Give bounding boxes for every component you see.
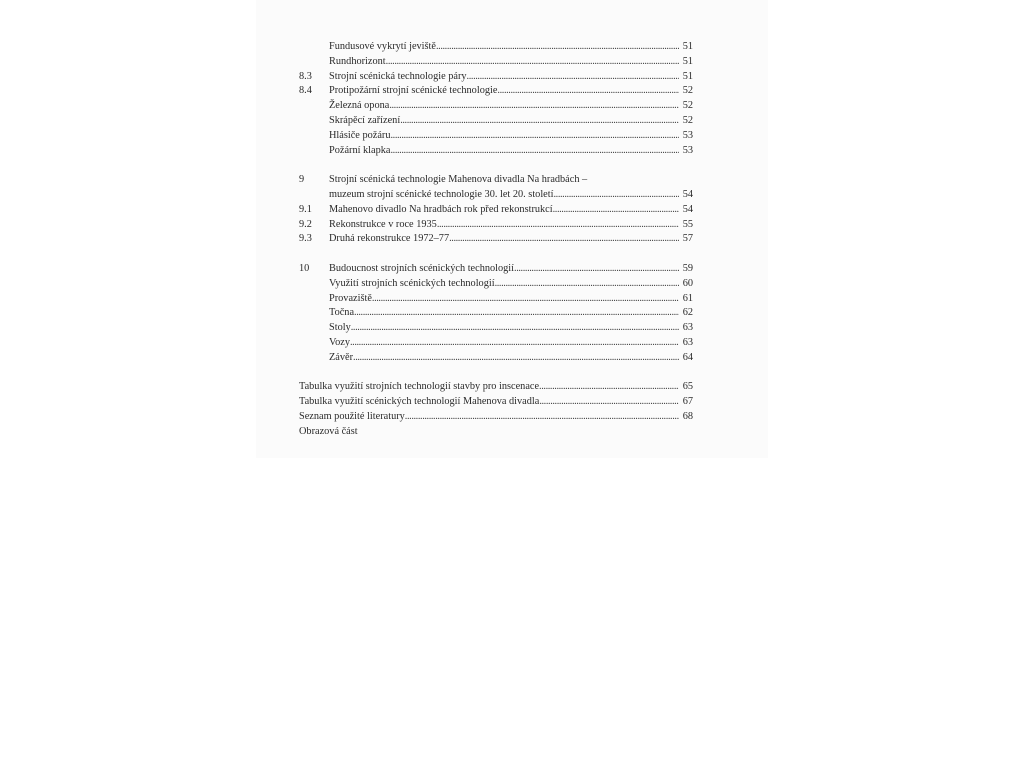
toc-entry-title: Využití strojních scénických technologií xyxy=(329,277,495,289)
toc-entry-number: 9 xyxy=(299,174,305,186)
toc-appendix-entry xyxy=(299,395,693,410)
dot-leader xyxy=(400,114,679,129)
dot-leader xyxy=(354,306,679,321)
dot-leader xyxy=(514,262,679,277)
toc-entry xyxy=(299,114,693,129)
toc-entry xyxy=(299,129,693,144)
toc-entry-page: 55 xyxy=(682,218,693,230)
toc-entry-title: Druhá rekonstrukce 1972–77 xyxy=(329,233,450,245)
toc-entry-page: 60 xyxy=(682,277,693,289)
toc-entry xyxy=(299,84,693,99)
toc-entry-page: 53 xyxy=(682,129,693,141)
dot-leader xyxy=(353,351,679,366)
toc-entry-title: Provaziště xyxy=(329,292,372,304)
toc-chapter-heading xyxy=(299,173,693,188)
toc-appendix-entry xyxy=(299,410,693,425)
dot-leader xyxy=(495,277,679,292)
toc-entry-title: Mahenovo divadlo Na hradbách rok před rekonstrukcí xyxy=(329,203,553,215)
toc-entry-title: Vozy xyxy=(329,336,350,348)
toc-entry xyxy=(299,55,693,70)
toc-entry-page: 61 xyxy=(682,292,693,304)
toc-entry-title: Protipožární strojní scénické technologie xyxy=(329,85,498,97)
toc-appendix-entry xyxy=(299,380,693,395)
toc-entry xyxy=(299,262,693,277)
toc-entry-page: 53 xyxy=(682,144,693,156)
dot-leader xyxy=(405,410,679,425)
toc-entry-number: 9.2 xyxy=(299,218,312,230)
toc-entry xyxy=(299,218,693,233)
toc-entry-title: Tabulka využití strojních technologií stavby pro inscenace xyxy=(299,381,540,393)
dot-leader xyxy=(350,336,679,351)
toc-entry-title-line1: Strojní scénická technologie Mahenova divadla Na hradbách – xyxy=(329,174,588,186)
toc-entry xyxy=(299,292,693,307)
toc-entry-page: 68 xyxy=(682,410,693,422)
toc-entry xyxy=(299,351,693,366)
dot-leader xyxy=(467,70,679,85)
toc-entry-page: 52 xyxy=(682,85,693,97)
dot-leader xyxy=(390,129,679,144)
toc-entry-number: 9.3 xyxy=(299,233,312,245)
toc-entry-page: 63 xyxy=(682,336,693,348)
toc-entry-page: 52 xyxy=(682,100,693,112)
toc-entry xyxy=(299,40,693,55)
toc-entry xyxy=(299,144,693,159)
toc-entry-title: Závěr xyxy=(329,351,354,363)
toc-entry-page: 65 xyxy=(682,381,693,393)
toc-entry xyxy=(299,306,693,321)
dot-leader xyxy=(437,218,679,233)
dot-leader xyxy=(539,395,679,410)
toc-entry-title: Tabulka využití scénických technologií Mahenova divadla xyxy=(299,396,540,408)
toc-entry-page: 51 xyxy=(682,55,693,67)
toc-entry xyxy=(299,277,693,292)
dot-leader xyxy=(372,292,679,307)
toc-entry-page: 67 xyxy=(682,396,693,408)
toc-entry-title: Skrápěcí zařízení xyxy=(329,114,401,126)
dot-leader xyxy=(497,84,679,99)
dot-leader xyxy=(390,144,679,159)
dot-leader xyxy=(351,321,679,336)
dot-leader xyxy=(389,99,679,114)
dot-leader xyxy=(449,232,679,247)
toc-entry-title: Rundhorizont xyxy=(329,55,386,67)
toc-entry-number: 8.4 xyxy=(299,85,312,97)
toc-entry-page: 63 xyxy=(682,322,693,334)
dot-leader xyxy=(436,40,679,55)
dot-leader xyxy=(539,380,679,395)
toc-entry-page: 51 xyxy=(682,41,693,52)
toc-entry-title: Obrazová část xyxy=(299,425,358,437)
dot-leader xyxy=(553,203,679,218)
toc-entry xyxy=(299,70,693,85)
toc-entry xyxy=(299,336,693,351)
toc-entry-title: Stoly xyxy=(329,322,351,334)
toc-entry-title: Budoucnost strojních scénických technologií xyxy=(329,262,515,274)
toc-entry-title: Požární klapka xyxy=(329,144,391,156)
toc-entry-title: Fundusové vykrytí jeviště xyxy=(329,41,436,52)
toc-entry-title: Strojní scénická technologie páry xyxy=(329,70,467,82)
toc-entry-title: Hlásiče požáru xyxy=(329,129,391,141)
section-spacer xyxy=(299,158,693,173)
toc-entry-page: 54 xyxy=(682,203,693,215)
section-spacer xyxy=(299,366,693,381)
toc-entry xyxy=(299,188,693,203)
toc-entry-page: 52 xyxy=(682,114,693,126)
toc-entry-number: 10 xyxy=(299,262,310,274)
toc-entry xyxy=(299,321,693,336)
dot-leader xyxy=(386,55,679,70)
toc-entry-title-line2: muzeum strojní scénické technologie 30. let 20. století xyxy=(329,188,554,200)
toc-entry xyxy=(299,203,693,218)
section-spacer xyxy=(299,247,693,262)
toc-entry-page: 54 xyxy=(682,188,693,200)
toc-entry-page: 64 xyxy=(682,351,693,363)
toc-entry xyxy=(299,99,693,114)
toc-entry xyxy=(299,232,693,247)
dot-leader xyxy=(553,188,679,203)
table-of-contents xyxy=(299,40,693,440)
toc-entry-title: Seznam použité literatury xyxy=(299,410,405,422)
toc-entry-page: 51 xyxy=(682,70,693,82)
toc-entry-number: 9.1 xyxy=(299,203,312,215)
toc-entry-number: 8.3 xyxy=(299,70,312,82)
toc-entry-title: Rekonstrukce v roce 1935 xyxy=(329,218,437,230)
toc-entry-page: 57 xyxy=(682,233,693,245)
toc-entry-title: Železná opona xyxy=(329,100,390,112)
toc-entry-page: 59 xyxy=(682,262,693,274)
toc-appendix-entry xyxy=(299,425,693,440)
toc-entry-title: Točna xyxy=(329,307,355,319)
toc-entry-page: 62 xyxy=(682,307,693,319)
